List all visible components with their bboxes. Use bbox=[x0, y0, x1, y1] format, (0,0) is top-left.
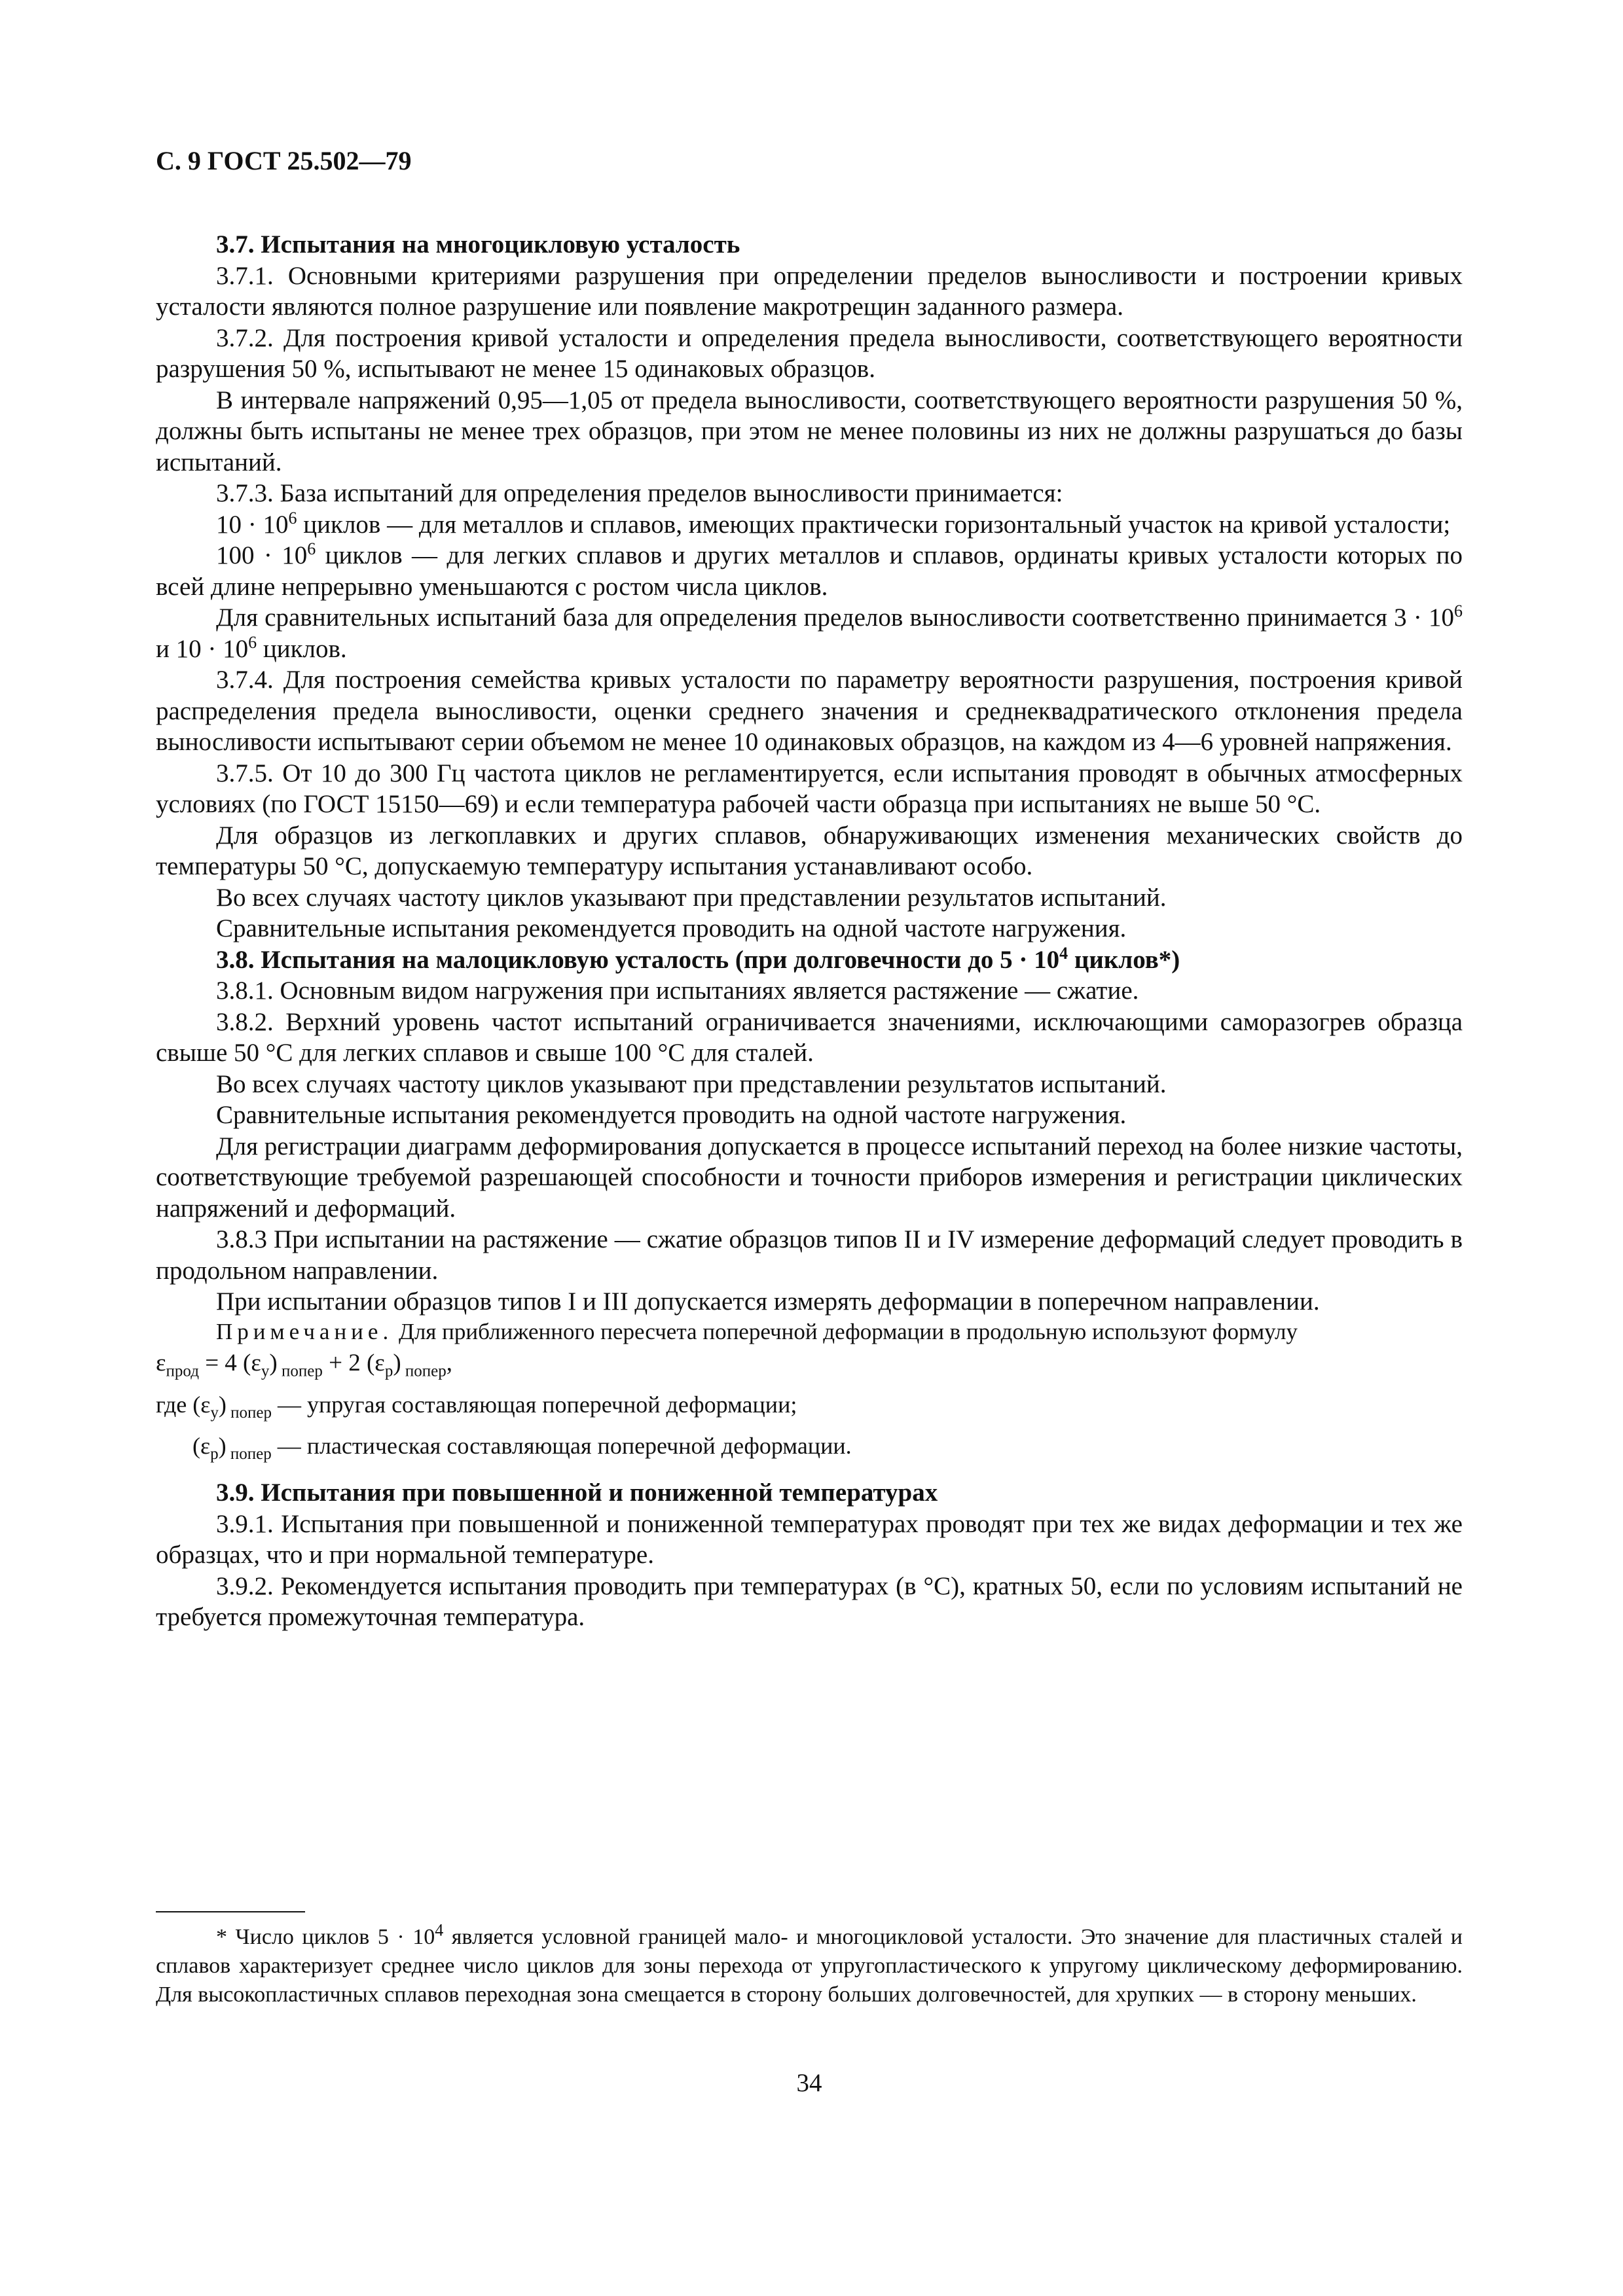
paragraph: При испытании образцов типов I и III допускается измерять деформации в поперечном направлении. bbox=[216, 1287, 1320, 1316]
paragraph: 3.7.1. Основными критериями разрушения при определении пределов выносливости и построении кривых усталости являются полное разрушение или появление макротрещин заданного размера. bbox=[156, 261, 1463, 321]
paragraph: $10 \cdot 10^6$ циклов — для металлов и сплавов, имеющих практически горизонтальный участок на кривой усталости; bbox=[216, 508, 1451, 539]
section-heading-3-9: 3.9. Испытания при повышенной и пониженной температурах bbox=[216, 1479, 938, 1507]
paragraph: 3.8.2. Верхний уровень частот испытаний ограничивается значениями, исключающими саморазогрев образца свыше 50 °С для легких сплавов и свыше 100 °С для сталей. bbox=[156, 1007, 1463, 1067]
footnote: * Число циклов $5 \cdot 10^4$ является условной границей мало- и многоцикловой усталости. Это значение для пластичных сталей и сплавов характеризует среднее число циклов для зоны перехода от упругопластического к упругому циклическому деформированию. Для высокопластичных сплавов переходная зона смещается в сторону больших долговечностей, для хрупких — в сторону меньших. bbox=[156, 1920, 1463, 2007]
paragraph: 3.8.3 При испытании на растяжение — сжатие образцов типов II и IV измерение деформаций следует проводить в продольном направлении. bbox=[156, 1225, 1463, 1285]
paragraph: Сравнительные испытания рекомендуется проводить на одной частоте нагружения. bbox=[216, 914, 1127, 942]
footnote-divider bbox=[156, 1911, 305, 1912]
formula: $\varepsilon_{прод} = 4$ $(\varepsilon_y) _{попер} + 2$ $(\varepsilon_p)$ $_{попер}$, bbox=[156, 1349, 453, 1380]
paragraph: 3.8.1. Основным видом нагружения при испытаниях является растяжение — сжатие. bbox=[216, 977, 1139, 1005]
paragraph: Во всех случаях частоту циклов указывают при представлении результатов испытаний. bbox=[216, 883, 1167, 912]
note: Примечание. Для приближенного пересчета поперечной деформации в продольную используют формулу bbox=[216, 1318, 1298, 1344]
paragraph: Во всех случаях частоту циклов указывают при представлении результатов испытаний. bbox=[216, 1069, 1167, 1098]
section-heading-3-7: 3.7. Испытания на многоцикловую усталость bbox=[216, 230, 740, 259]
paragraph: В интервале напряжений 0,95—1,05 от предела выносливости, соответствующего вероятности разрушения 50 %, должны быть испытаны не менее трех образцов, при этом не менее половины из них не должны разрушаться до базы испытаний. bbox=[156, 386, 1463, 476]
paragraph: 3.7.4. Для построения семейства кривых усталости по параметру вероятности разрушения, построения кривой распределения предела выносливости, оценки среднего значения и среднеквадратического отклонения предела выносливости испытывают серии объемом не менее 10 одинаковых образцов, на каждом из 4—6 уровней напряжения. bbox=[156, 666, 1463, 756]
paragraph: 3.7.3. База испытаний для определения пределов выносливости принимается: bbox=[216, 479, 1063, 507]
paragraph: 3.7.5. От 10 до 300 Гц частота циклов не регламентируется, если испытания проводят в обычных атмосферных условиях (по ГОСТ 15150—69) и если температура рабочей части образца при испытаниях не выше 50 °С. bbox=[156, 759, 1463, 818]
page-header: С. 9 ГОСТ 25.502—79 bbox=[156, 146, 412, 175]
paragraph: Для регистрации диаграмм деформирования допускается в процессе испытаний переход на более низкие частоты, соответствующие требуемой разрешающей способности и точности приборов измерения и регистрации циклических напряжений и деформаций. bbox=[156, 1132, 1463, 1223]
paragraph: Сравнительные испытания рекомендуется проводить на одной частоте нагружения. bbox=[216, 1101, 1127, 1129]
page-number: 34 bbox=[796, 2069, 822, 2097]
paragraph: 3.9.2. Рекомендуется испытания проводить при температурах (в °С), кратных 50, если по условиям испытаний не требуется промежуточная температура. bbox=[156, 1571, 1463, 1632]
document-body bbox=[156, 229, 1463, 1633]
paragraph: Для сравнительных испытаний база для определения пределов выносливости соответственно принимается $3 \cdot 10^6$ и $10 \cdot 10^6$ циклов. bbox=[156, 601, 1463, 663]
paragraph: 3.9.1. Испытания при повышенной и пониженной температурах проводят при тех же видах деформации и тех же образцах, что и при нормальной температуре. bbox=[156, 1509, 1463, 1570]
formula-explanation: где $(\varepsilon_y)$ $_{попер}$ — упругая составляющая поперечной деформации; bbox=[156, 1391, 797, 1422]
note-label: Примечание. bbox=[216, 1318, 393, 1344]
paragraph: $100 \cdot 10^6$ циклов — для легких сплавов и других металлов и сплавов, ординаты кривых усталости которых по всей длине непрерывно уменьшаются с ростом числа циклов. bbox=[156, 539, 1463, 601]
formula-explanation: $(\varepsilon_p)$ $_{попер}$ — пластическая составляющая поперечной деформации. bbox=[192, 1433, 852, 1463]
paragraph: Для образцов из легкоплавких и других сплавов, обнаруживающих изменения механических свойств до температуры 50 °С, допускаемую температуру испытания устанавливают особо. bbox=[156, 821, 1463, 880]
paragraph: 3.7.2. Для построения кривой усталости и определения предела выносливости, соответствующего вероятности разрушения 50 %, испытывают не менее 15 одинаковых образцов. bbox=[156, 323, 1463, 383]
section-heading-3-8: 3.8. Испытания на малоцикловую усталость (при долговечности до $5 \cdot 10^4$ циклов*) bbox=[216, 943, 1180, 974]
